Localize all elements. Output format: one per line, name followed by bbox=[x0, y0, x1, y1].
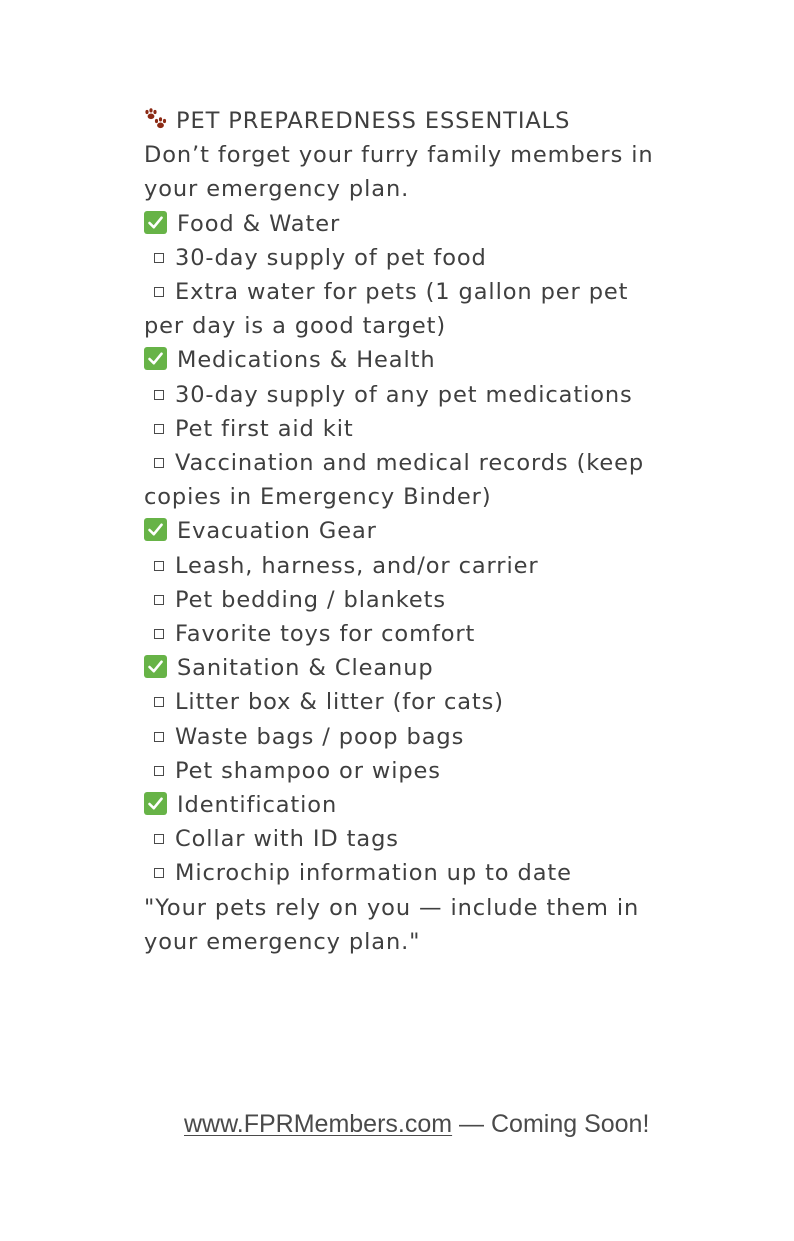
checklist-item bbox=[144, 685, 664, 719]
check-mark-icon bbox=[144, 347, 167, 370]
checklist-item-text: Litter box & litter (for cats) bbox=[175, 689, 504, 716]
checklist-item bbox=[144, 617, 664, 651]
section-heading-text: Sanitation & Cleanup bbox=[177, 655, 434, 682]
checklist-item-text: Favorite toys for comfort bbox=[175, 621, 476, 648]
checklist-item-text: Pet first aid kit bbox=[175, 415, 354, 442]
checkbox-icon[interactable] bbox=[154, 732, 164, 742]
section-heading-text: Food & Water bbox=[177, 210, 341, 237]
checkbox-icon[interactable] bbox=[154, 390, 164, 400]
check-mark-icon bbox=[144, 211, 167, 234]
checklist-item bbox=[144, 754, 664, 788]
checklist-item bbox=[144, 446, 664, 514]
checklist-content bbox=[144, 104, 664, 959]
checklist-item bbox=[144, 549, 664, 583]
checkbox-icon[interactable] bbox=[154, 868, 164, 878]
checkbox-icon[interactable] bbox=[154, 595, 164, 605]
checklist-item bbox=[144, 241, 664, 275]
paw-prints-icon bbox=[144, 106, 168, 128]
footer-suffix: — Coming Soon! bbox=[452, 1110, 650, 1138]
section-heading bbox=[144, 514, 664, 548]
checkbox-icon[interactable] bbox=[154, 697, 164, 707]
checkbox-icon[interactable] bbox=[154, 766, 164, 776]
checkbox-icon[interactable] bbox=[154, 287, 164, 297]
website-link[interactable]: www.FPRMembers.com bbox=[184, 1110, 453, 1138]
closing-quote: "Your pets rely on you — include them in your emergency plan." bbox=[144, 894, 640, 955]
checklist-item bbox=[144, 856, 664, 890]
page-title bbox=[144, 104, 664, 138]
checklist-item bbox=[144, 275, 664, 343]
checklist-item-text: Leash, harness, and/or carrier bbox=[175, 552, 539, 579]
section-heading bbox=[144, 651, 664, 685]
checklist-item bbox=[144, 378, 664, 412]
checkbox-icon[interactable] bbox=[154, 629, 164, 639]
checkbox-icon[interactable] bbox=[154, 424, 164, 434]
checklist-item bbox=[144, 583, 664, 617]
checklist-item-text: Extra water for pets (1 gallon per pet per day is a good target) bbox=[144, 279, 629, 340]
checklist-item-text: Microchip information up to date bbox=[175, 860, 572, 887]
intro-text: Don’t forget your furry family members in your emergency plan. bbox=[144, 142, 654, 203]
check-mark-icon bbox=[144, 655, 167, 678]
checklist-item-text: 30-day supply of any pet medications bbox=[175, 381, 633, 408]
section-heading bbox=[144, 207, 664, 241]
checkbox-icon[interactable] bbox=[154, 253, 164, 263]
sections-list bbox=[144, 207, 664, 891]
check-mark-icon bbox=[144, 518, 167, 541]
checklist-item-text: Waste bags / poop bags bbox=[175, 723, 465, 750]
section-heading-text: Identification bbox=[177, 792, 338, 819]
check-mark-icon bbox=[144, 792, 167, 815]
checklist-item bbox=[144, 720, 664, 754]
checklist-item-text: Pet bedding / blankets bbox=[175, 586, 446, 613]
section-heading bbox=[144, 788, 664, 822]
footer bbox=[184, 1108, 649, 1140]
checklist-item-text: 30-day supply of pet food bbox=[175, 244, 487, 271]
checklist-item-text: Pet shampoo or wipes bbox=[175, 757, 441, 784]
section-heading bbox=[144, 343, 664, 377]
checklist-item-text: Collar with ID tags bbox=[175, 826, 399, 853]
section-heading-text: Evacuation Gear bbox=[177, 518, 377, 545]
section-heading-text: Medications & Health bbox=[177, 347, 436, 374]
page-title-text: PET PREPAREDNESS ESSENTIALS bbox=[176, 108, 571, 134]
checkbox-icon[interactable] bbox=[154, 458, 164, 468]
checkbox-icon[interactable] bbox=[154, 561, 164, 571]
checklist-item-text: Vaccination and medical records (keep copies in Emergency Binder) bbox=[144, 450, 645, 511]
checklist-item bbox=[144, 822, 664, 856]
checklist-item bbox=[144, 412, 664, 446]
checkbox-icon[interactable] bbox=[154, 834, 164, 844]
